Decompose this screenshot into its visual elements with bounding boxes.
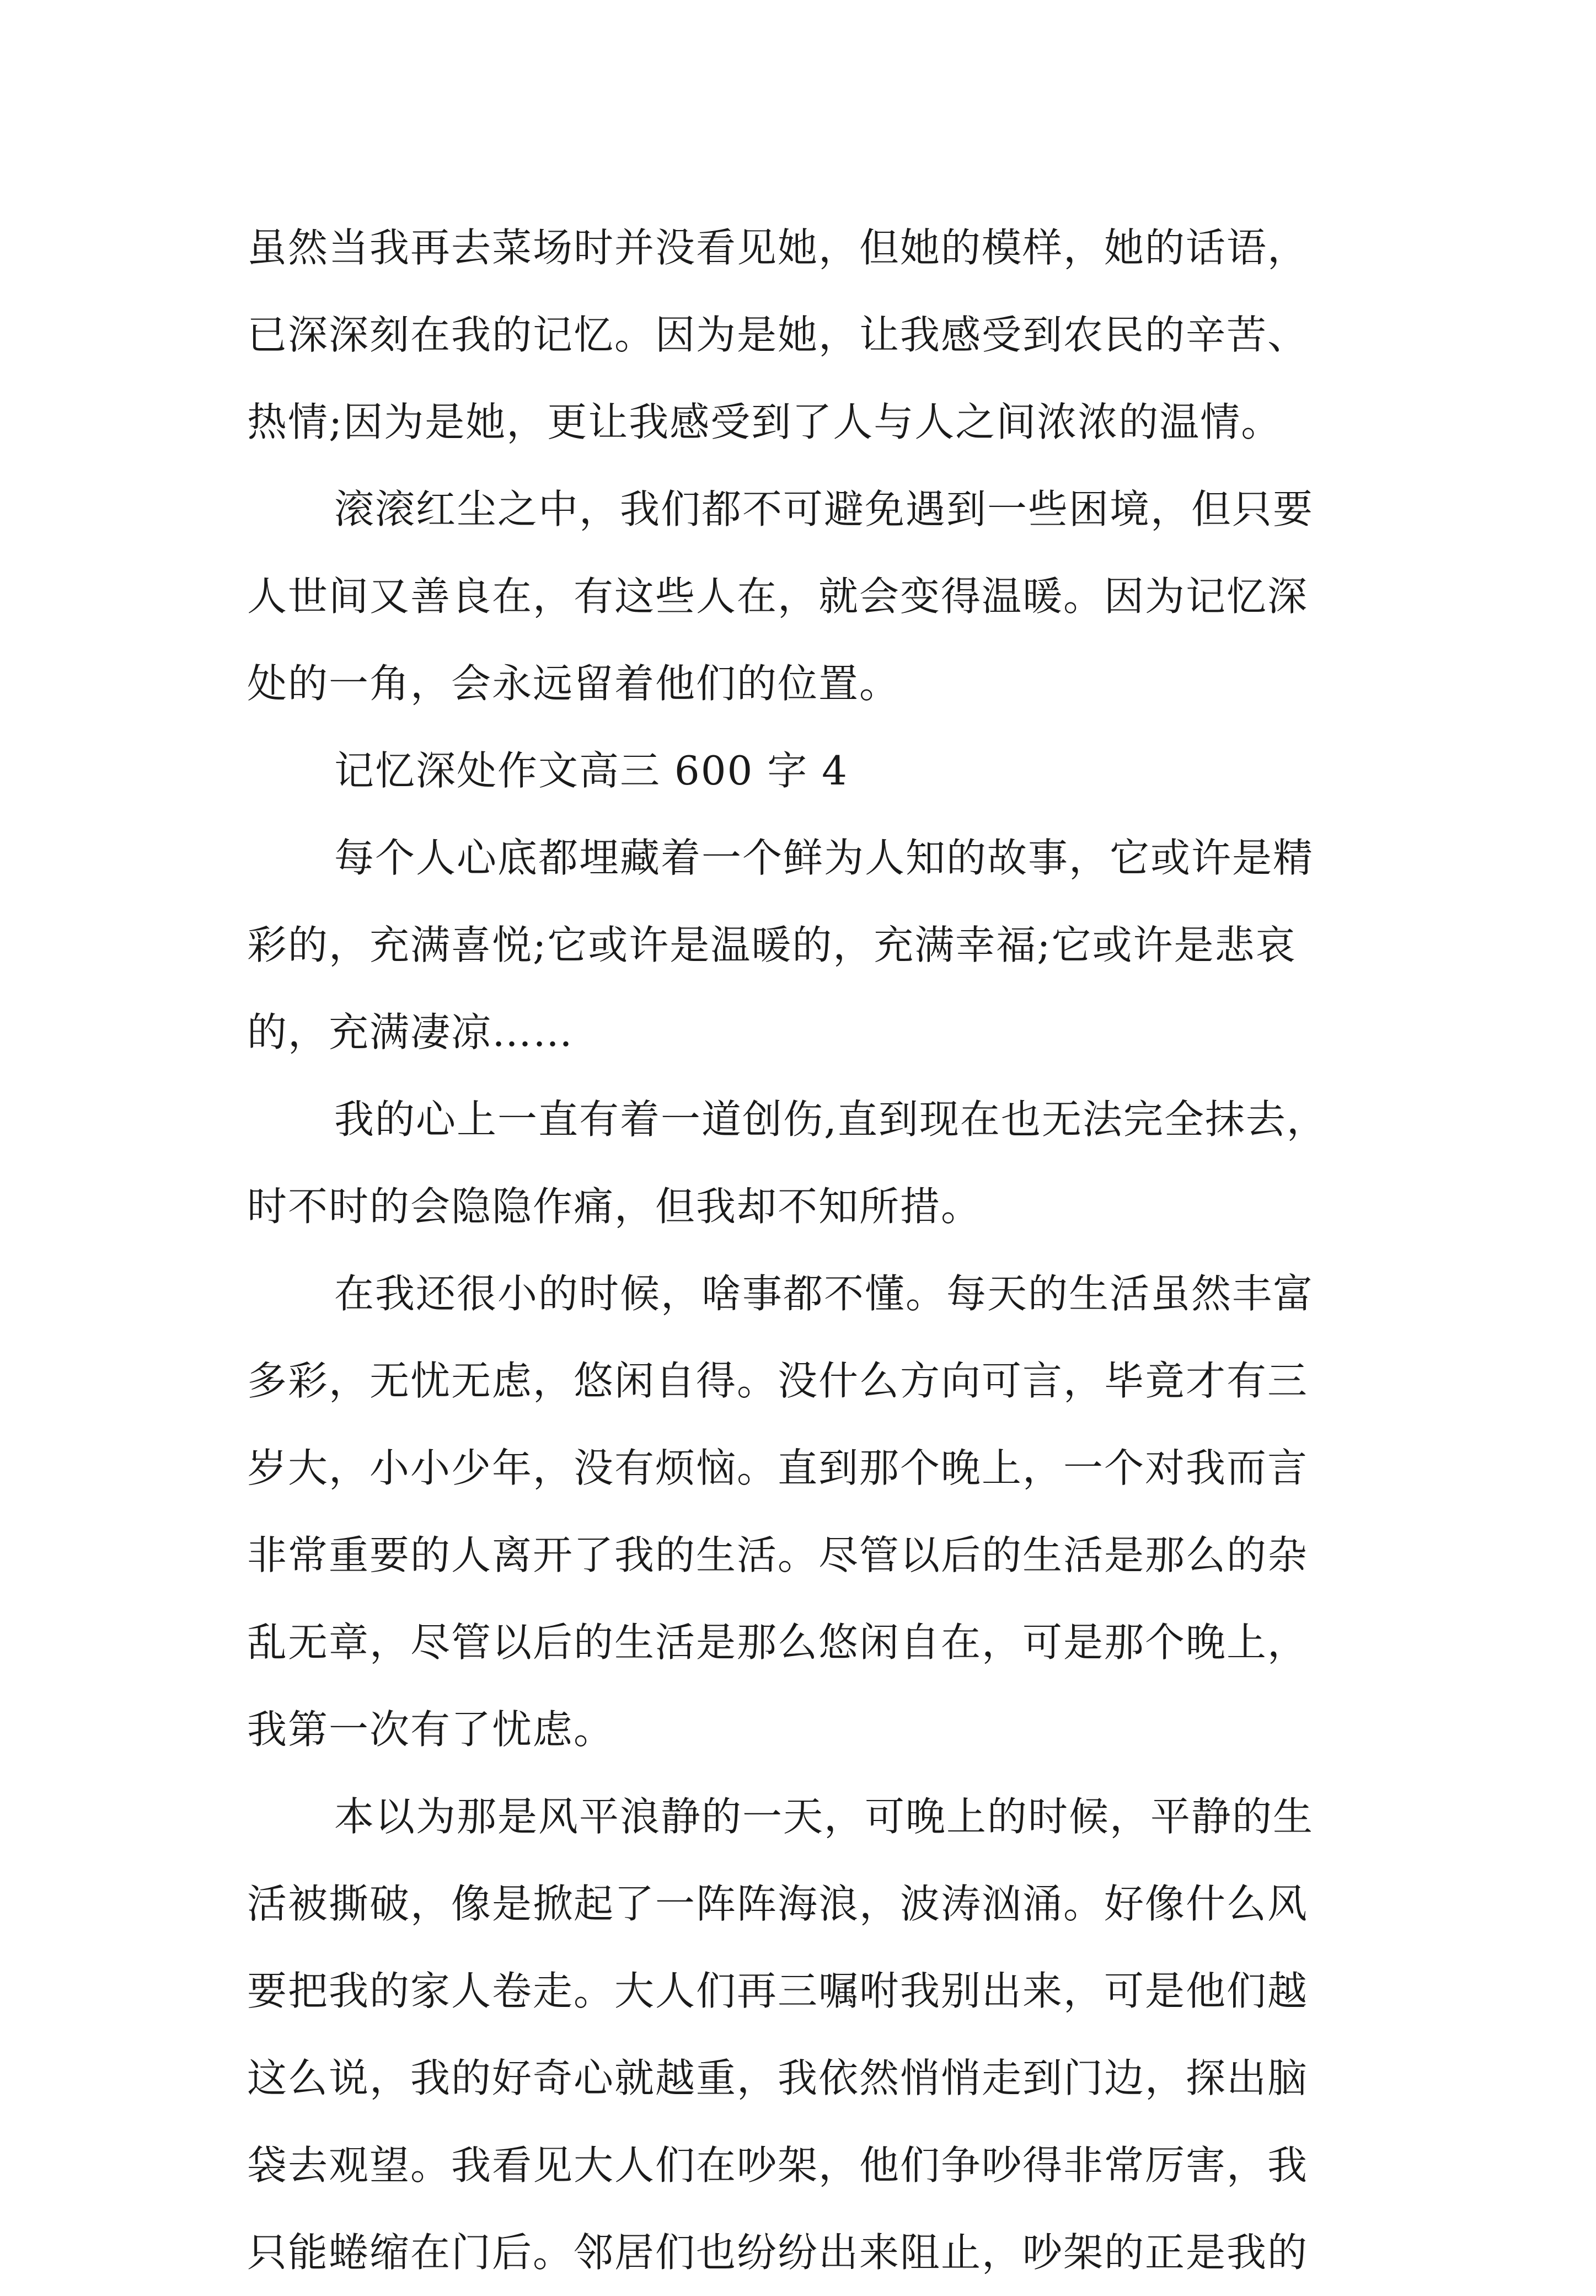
text-line: 袋去观望。我看见大人们在吵架，他们争吵得非常厉害，我 xyxy=(247,2142,1309,2188)
text-line: 人世间又善良在，有这些人在，就会变得温暖。因为记忆深 xyxy=(247,573,1309,620)
document-body xyxy=(247,204,1375,2296)
paragraph-first-line: 在我还很小的时候，啥事都不懂。每天的生活虽然丰富 xyxy=(334,1270,1314,1317)
text-line: 已深深刻在我的记忆。因为是她，让我感受到农民的辛苦、 xyxy=(247,312,1309,358)
text-line: 乱无章，尽管以后的生活是那么悠闲自在，可是那个晚上， xyxy=(247,1619,1309,1665)
text-line: 我第一次有了忧虑。 xyxy=(247,1706,615,1753)
text-line: 虽然当我再去菜场时并没看见她，但她的模样，她的话语， xyxy=(247,225,1309,271)
text-line: 只能蜷缩在门后。邻居们也纷纷出来阻止，吵架的正是我的 xyxy=(247,2229,1309,2276)
text-line: 岁大，小小少年，没有烦恼。直到那个晚上，一个对我而言 xyxy=(247,1445,1309,1491)
text-line: 时不时的会隐隐作痛，但我却不知所措。 xyxy=(247,1183,982,1230)
text-line: 彩的，充满喜悦;它或许是温暖的，充满幸福;它或许是悲哀 xyxy=(247,922,1297,968)
paragraph-first-line: 我的心上一直有着一道创伤,直到现在也无法完全抹去， xyxy=(334,1096,1327,1142)
text-line: 处的一角，会永远留着他们的位置。 xyxy=(247,660,901,707)
paragraph-first-line: 滚滚红尘之中，我们都不可避免遇到一些困境，但只要 xyxy=(334,486,1314,532)
text-line: 这么说，我的好奇心就越重，我依然悄悄走到门边，探出脑 xyxy=(247,2055,1309,2101)
text-line: 多彩，无忧无虑，悠闲自得。没什么方向可言，毕竟才有三 xyxy=(247,1358,1309,1404)
text-line: 非常重要的人离开了我的生活。尽管以后的生活是那么的杂 xyxy=(247,1532,1309,1578)
text-line: 的，充满凄凉…… xyxy=(247,1009,574,1055)
text-line: 活被撕破，像是掀起了一阵阵海浪，波涛汹涌。好像什么风 xyxy=(247,1881,1309,1927)
paragraph-first-line: 本以为那是风平浪静的一天，可晚上的时候，平静的生 xyxy=(334,1793,1314,1840)
paragraph-first-line: 每个人心底都埋藏着一个鲜为人知的故事，它或许是精 xyxy=(334,835,1314,881)
text-line: 要把我的家人卷走。大人们再三嘱咐我别出来，可是他们越 xyxy=(247,1968,1309,2014)
text-line: 热情;因为是她，更让我感受到了人与人之间浓浓的温情。 xyxy=(247,399,1282,445)
section-heading: 记忆深处作文高三 600 字 4 xyxy=(334,747,848,794)
